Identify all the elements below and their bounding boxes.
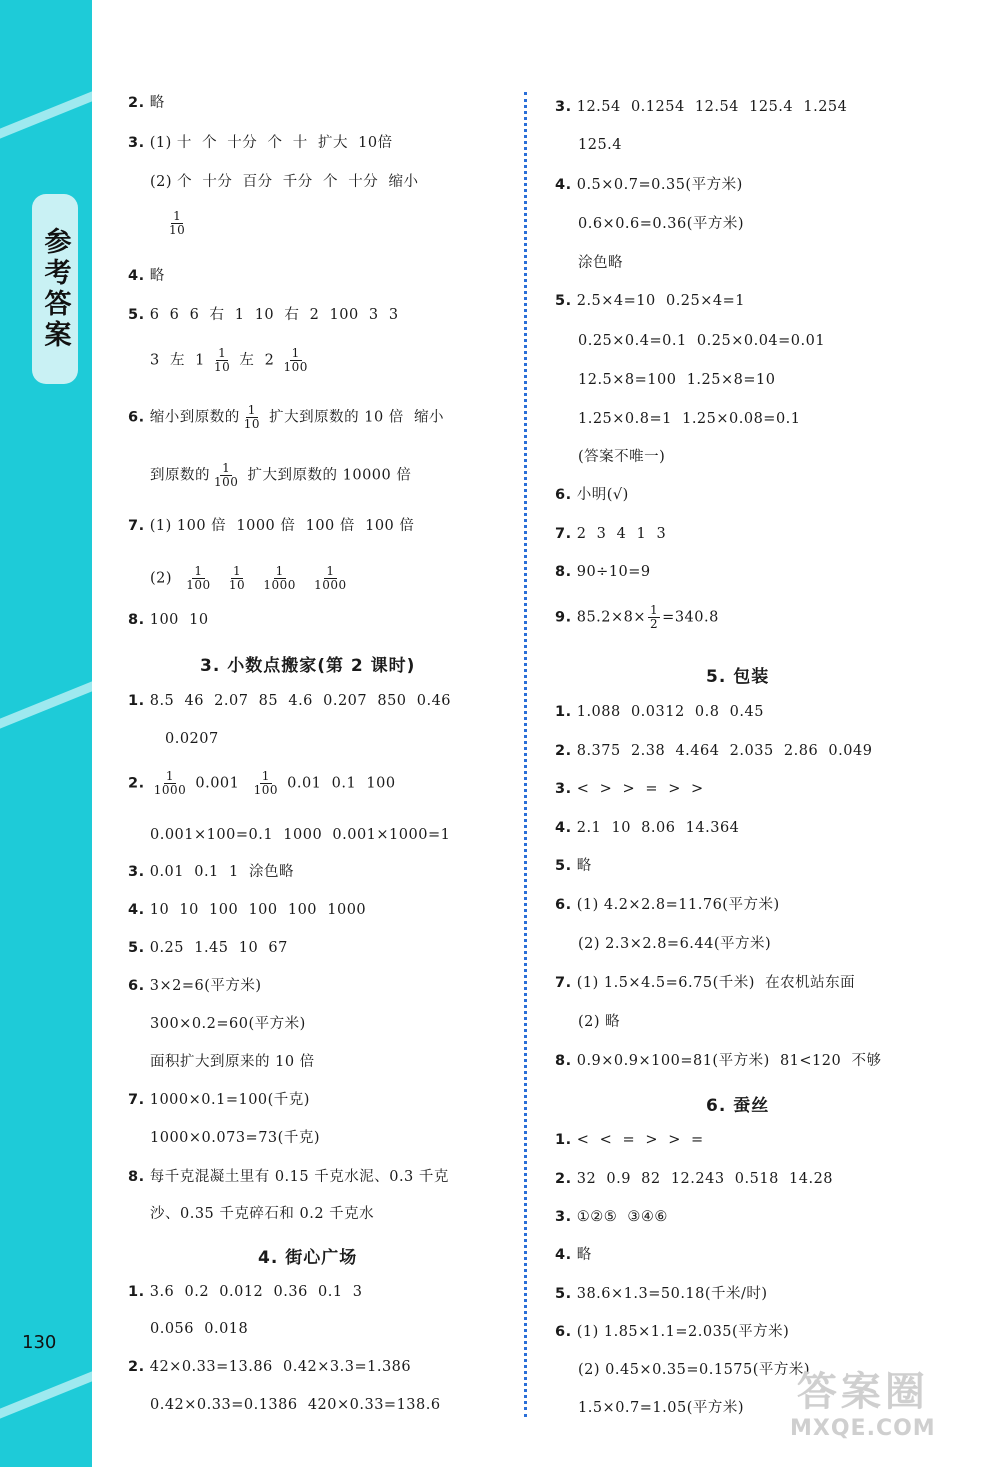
- answer-line: 6. (1) 4.2×2.8=11.76(平方米): [555, 897, 780, 913]
- answer-line: 4. 略: [555, 1247, 592, 1263]
- answer-line: 5. 38.6×1.3=50.18(千米/时): [555, 1286, 768, 1302]
- answer-line: 7. (1) 1.5×4.5=6.75(千米) 在农机站东面: [555, 975, 856, 991]
- fraction: $\frac{1}{10}$: [228, 564, 246, 592]
- answer-line: (2) 2.3×2.8=6.44(平方米): [578, 936, 772, 952]
- answer-line: 8. 100 10: [128, 612, 209, 628]
- answer-line: 7. 2 3 4 1 3: [555, 526, 667, 542]
- answer-line: 4. 10 10 100 100 100 1000: [128, 902, 367, 918]
- answer-line: 6. 缩小到原数的 $\frac{1}{10}$ 扩大到原数的 10 倍 缩小: [128, 403, 444, 431]
- answer-line: 0.0207: [165, 731, 219, 747]
- section-heading: 6. 蚕丝: [706, 1096, 770, 1116]
- watermark-url: MXQE.COM: [790, 1416, 936, 1441]
- section-heading: 3. 小数点搬家(第 2 课时): [200, 656, 416, 676]
- answer-line: 4. 2.1 10 8.06 14.364: [555, 820, 740, 836]
- answer-line: (答案不唯一): [578, 449, 666, 465]
- answer-line: 1. 1.088 0.0312 0.8 0.45: [555, 704, 764, 720]
- answer-line: 2. 32 0.9 82 12.243 0.518 14.28: [555, 1171, 834, 1187]
- section-heading: 4. 街心广场: [258, 1248, 358, 1268]
- fraction: $\frac{1}{100}$: [283, 346, 308, 374]
- answer-line: 涂色略: [578, 255, 623, 271]
- answer-line: 3. < > > = > >: [555, 781, 704, 797]
- answer-line: 2. 8.375 2.38 4.464 2.035 2.86 0.049: [555, 743, 873, 759]
- answer-line: 8. 每千克混凝土里有 0.15 千克水泥、0.3 千克: [128, 1169, 449, 1185]
- answer-line: 沙、0.35 千克碎石和 0.2 千克水: [150, 1206, 375, 1222]
- section-tab-label: 参考答案: [39, 227, 71, 351]
- answer-line: 2. 42×0.33=13.86 0.42×3.3=1.386: [128, 1359, 412, 1375]
- answer-line: 0.6×0.6=0.36(平方米): [578, 216, 745, 232]
- answer-line: 5. 6 6 6 右 1 10 右 2 100 3 3: [128, 307, 399, 323]
- answer-line: 1. 8.5 46 2.07 85 4.6 0.207 850 0.46: [128, 693, 452, 709]
- answer-line: 8. 0.9×0.9×100=81(平方米) 81<120 不够: [555, 1053, 882, 1069]
- answer-line: 1. < < = > > =: [555, 1132, 704, 1148]
- section-heading: 5. 包装: [706, 667, 770, 687]
- fraction: $\frac{1}{100}$: [253, 769, 279, 797]
- answer-line: 7. (1) 100 倍 1000 倍 100 倍 100 倍: [128, 518, 415, 534]
- answer-line: 4. 0.5×0.7=0.35(平方米): [555, 177, 743, 193]
- answer-line: 到原数的 $\frac{1}{100}$ 扩大到原数的 10000 倍: [150, 461, 412, 489]
- fraction-line: [165, 210, 189, 237]
- sidebar-stripe: [0, 681, 92, 728]
- answer-line: 3. 0.01 0.1 1 涂色略: [128, 864, 294, 880]
- fraction: $\frac{1}{100}$: [186, 564, 211, 592]
- fraction: $\frac{1}{2}$: [650, 603, 659, 631]
- answer-line: 3. (1) 十 个 十分 个 十 扩大 10倍: [128, 135, 393, 151]
- answer-line: 1.25×0.8=1 1.25×0.08=0.1: [578, 411, 801, 427]
- answer-line: 0.056 0.018: [150, 1321, 249, 1337]
- answer-line: 3. ①②⑤ ③④⑥: [555, 1209, 668, 1225]
- answer-line: 0.001×100=0.1 1000 0.001×1000=1: [150, 827, 451, 843]
- answer-line: (2) $\frac{1}{100}$ $\frac{1}{10}$ $\frac{1}{1000}$ $\frac{1}{1000}$: [150, 564, 347, 592]
- answer-line: 9. 85.2×8× $\frac{1}{2}$ =340.8: [555, 603, 719, 631]
- fraction: $\frac{1}{1000}$: [153, 769, 187, 797]
- answer-line: 5. 2.5×4=10 0.25×4=1: [555, 293, 746, 309]
- answer-line: (2) 0.45×0.35=0.1575(平方米): [578, 1362, 811, 1378]
- fraction: $\frac{1}{1000}$: [263, 564, 296, 592]
- answer-line: 2. 略: [128, 95, 165, 111]
- fraction: $\frac{1}{100}$: [214, 461, 239, 489]
- answer-line: (2) 个 十分 百分 千分 个 十分 缩小: [150, 174, 419, 190]
- fraction: $\frac{1}{10}$: [214, 346, 231, 374]
- answer-line: 面积扩大到原来的 10 倍: [150, 1054, 315, 1070]
- answer-line: 6. 3×2=6(平方米): [128, 978, 262, 994]
- answer-line: 0.25×0.4=0.1 0.25×0.04=0.01: [578, 333, 826, 349]
- answer-line: 8. 90÷10=9: [555, 564, 651, 580]
- answer-line: 1. 3.6 0.2 0.012 0.36 0.1 3: [128, 1284, 363, 1300]
- answer-line: 2. $\frac{1}{1000}$ 0.001 $\frac{1}{100}$ 0.01 0.1 100: [128, 769, 396, 797]
- page-number: 130: [22, 1332, 57, 1353]
- answer-line: 6. (1) 1.85×1.1=2.035(平方米): [555, 1324, 790, 1340]
- answer-line: 1000×0.073=73(千克): [150, 1130, 320, 1146]
- answer-line: 5. 0.25 1.45 10 67: [128, 940, 288, 956]
- fraction: $\frac{1}{10}$: [169, 209, 186, 237]
- answer-line: 4. 略: [128, 268, 165, 284]
- watermark-logo: [790, 1369, 936, 1441]
- answer-line: 1.5×0.7=1.05(平方米): [578, 1400, 745, 1416]
- fraction: $\frac{1}{10}$: [243, 403, 260, 431]
- watermark-title: 答案圈: [796, 1369, 929, 1415]
- answer-line: 5. 略: [555, 858, 592, 874]
- answer-line: 0.42×0.33=0.1386 420×0.33=138.6: [150, 1397, 441, 1413]
- answer-line: 125.4: [578, 137, 623, 153]
- fraction: $\frac{1}{1000}$: [314, 564, 347, 592]
- sidebar-stripe: [0, 1371, 92, 1418]
- answer-line: 7. 1000×0.1=100(千克): [128, 1092, 310, 1108]
- answer-line: 12.5×8=100 1.25×8=10: [578, 372, 776, 388]
- answer-line: 300×0.2=60(平方米): [150, 1016, 306, 1032]
- sidebar-stripe: [0, 91, 92, 138]
- answer-line: 3 左 1 $\frac{1}{10}$ 左 2 $\frac{1}{100}$: [150, 346, 308, 374]
- answer-line: 3. 12.54 0.1254 12.54 125.4 1.254: [555, 99, 848, 115]
- section-tab: [32, 194, 78, 384]
- answer-line: 6. 小明(√): [555, 487, 629, 503]
- answer-line: (2) 略: [578, 1014, 621, 1030]
- column-divider: [524, 92, 527, 1417]
